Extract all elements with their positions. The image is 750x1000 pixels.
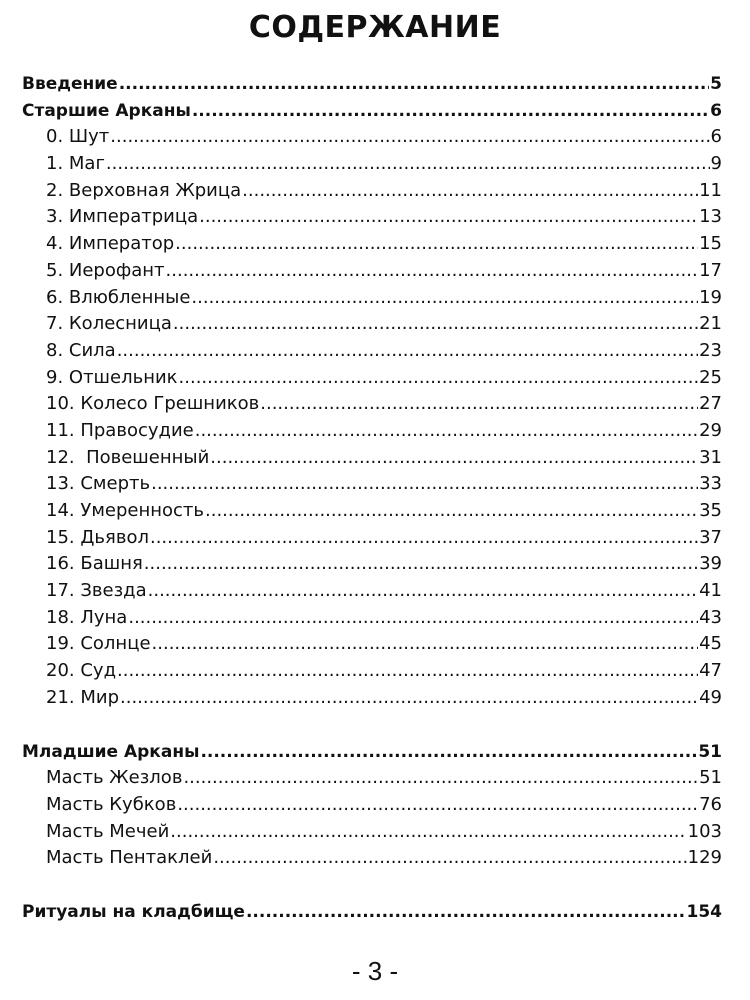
toc-entry-page: 27 xyxy=(699,393,722,415)
toc-entry-page: 25 xyxy=(699,366,722,388)
dot-leader xyxy=(175,231,698,258)
toc-entry-title: 6. Влюбленные xyxy=(46,286,191,308)
toc-entry-page: 103 xyxy=(687,820,722,842)
toc-entry-page: 37 xyxy=(699,526,722,548)
toc-entry-title: 20. Суд xyxy=(46,660,117,682)
toc-entry-page: 41 xyxy=(699,580,722,602)
dot-leader xyxy=(200,739,697,766)
toc-entry-title: Ритуалы на кладбище xyxy=(22,901,245,922)
dot-leader xyxy=(117,338,698,365)
toc-entry xyxy=(22,658,722,685)
toc-entry-title: 14. Умеренность xyxy=(46,500,205,521)
toc-entry-page: 6 xyxy=(710,126,722,148)
toc-entry xyxy=(22,391,722,418)
toc-entry-page: 17 xyxy=(699,259,722,281)
toc-entry-title: Масть Кубков xyxy=(46,793,177,815)
toc-entry-page: 51 xyxy=(698,741,722,762)
dot-leader xyxy=(242,178,698,205)
toc-entry xyxy=(22,338,722,365)
toc-entry-page: 15 xyxy=(699,233,722,255)
dot-leader xyxy=(120,685,698,712)
dot-leader xyxy=(195,418,698,445)
toc-entry-page: 13 xyxy=(699,206,722,228)
dot-leader xyxy=(246,899,686,926)
toc-entry xyxy=(22,178,722,205)
toc-entry xyxy=(22,311,722,338)
toc-entry-title: 1. Маг xyxy=(46,153,105,175)
toc-entry-page: 35 xyxy=(699,500,722,521)
toc-entry-title: 5. Иерофант xyxy=(46,259,165,281)
toc-entry-title: 21. Мир xyxy=(46,686,120,708)
toc-entry-title: Введение xyxy=(22,74,118,94)
toc-entry-title: Старшие Арканы xyxy=(22,100,191,121)
toc-entry xyxy=(22,498,722,525)
toc-entry xyxy=(22,765,722,792)
toc-entry-title: 9. Отшельник xyxy=(46,366,178,388)
toc-entry-title: 7. Колесница xyxy=(46,313,172,335)
toc-entry xyxy=(22,231,722,258)
page-title: СОДЕРЖАНИЕ xyxy=(248,10,502,45)
toc-entry-title: 16. Башня xyxy=(46,553,143,575)
toc-entry-title: 15. Дьявол xyxy=(46,526,149,548)
toc-entry-title: 19. Солнце xyxy=(46,633,151,655)
dot-leader xyxy=(117,658,698,685)
toc-entry xyxy=(22,631,722,658)
toc-entry xyxy=(22,418,722,445)
toc-entry-page: 29 xyxy=(699,419,722,441)
toc-entry xyxy=(22,285,722,312)
table-of-contents xyxy=(22,71,722,926)
dot-leader xyxy=(148,578,698,605)
toc-entry-page: 129 xyxy=(687,847,722,869)
toc-entry-title: 8. Сила xyxy=(46,339,116,361)
toc-entry-page: 11 xyxy=(699,179,722,201)
toc-entry-title: 3. Императрица xyxy=(46,206,199,228)
dot-leader xyxy=(151,471,698,498)
toc-entry-title: 11. Правосудие xyxy=(46,419,194,441)
dot-leader xyxy=(260,391,698,418)
toc-entry xyxy=(22,685,722,712)
toc-entry-title: 4. Император xyxy=(46,233,175,255)
toc-entry-page: 6 xyxy=(710,100,722,121)
dot-leader xyxy=(152,631,699,658)
dot-leader xyxy=(177,792,698,819)
toc-entry xyxy=(22,98,722,125)
dot-leader xyxy=(213,845,686,872)
toc-entry xyxy=(22,578,722,605)
dot-leader xyxy=(205,498,698,525)
toc-entry-page: 154 xyxy=(686,901,722,922)
dot-leader xyxy=(110,124,709,151)
toc-entry xyxy=(22,471,722,498)
toc-entry-page: 31 xyxy=(699,446,722,468)
dot-leader xyxy=(119,71,709,98)
toc-entry-page: 9 xyxy=(710,153,722,175)
toc-entry xyxy=(22,151,722,178)
toc-entry-page: 45 xyxy=(699,633,722,655)
toc-entry xyxy=(22,605,722,632)
toc-entry-title: 10. Колесо Грешников xyxy=(46,393,260,415)
toc-entry xyxy=(22,845,722,872)
toc-entry-page: 23 xyxy=(699,339,722,361)
toc-entry-title: 13. Смерть xyxy=(46,473,151,495)
toc-entry-title: 17. Звезда xyxy=(46,580,147,602)
toc-entry-title: Масть Пентаклей xyxy=(46,847,213,869)
dot-leader xyxy=(173,311,698,338)
toc-entry-page: 21 xyxy=(699,313,722,335)
toc-entry xyxy=(22,551,722,578)
dot-leader xyxy=(106,151,710,178)
toc-entry xyxy=(22,365,722,392)
dot-leader xyxy=(183,765,698,792)
toc-entry-page: 43 xyxy=(699,606,722,628)
dot-leader xyxy=(192,98,709,125)
toc-entry-page: 5 xyxy=(710,74,722,94)
toc-entry-title: 12. Повешенный xyxy=(46,446,210,468)
toc-entry-page: 49 xyxy=(699,686,722,708)
dot-leader xyxy=(150,525,698,552)
toc-entry-page: 19 xyxy=(699,286,722,308)
toc-entry-page: 47 xyxy=(699,660,722,682)
toc-entry-title: 0. Шут xyxy=(46,126,110,148)
toc-entry-page: 33 xyxy=(699,473,722,495)
toc-entry-title: 18. Луна xyxy=(46,606,128,628)
toc-entry xyxy=(22,899,722,926)
toc-entry-page: 76 xyxy=(699,793,722,815)
dot-leader xyxy=(128,605,698,632)
toc-entry xyxy=(22,792,722,819)
page-number: - 3 - xyxy=(351,956,399,986)
toc-entry-title: Младшие Арканы xyxy=(22,741,200,762)
dot-leader xyxy=(170,819,686,846)
dot-leader xyxy=(199,204,698,231)
dot-leader xyxy=(191,285,698,312)
dot-leader xyxy=(179,365,699,392)
toc-entry-page: 51 xyxy=(699,767,722,789)
toc-entry xyxy=(22,739,722,766)
toc-entry xyxy=(22,819,722,846)
dot-leader xyxy=(166,258,699,285)
toc-entry xyxy=(22,258,722,285)
dot-leader xyxy=(144,551,698,578)
toc-entry xyxy=(22,124,722,151)
toc-entry xyxy=(22,71,722,98)
toc-entry xyxy=(22,525,722,552)
toc-entry-title: Масть Мечей xyxy=(46,820,170,842)
toc-entry-title: 2. Верховная Жрица xyxy=(46,179,242,201)
toc-entry xyxy=(22,445,722,472)
toc-entry-title: Масть Жезлов xyxy=(46,767,183,789)
toc-entry xyxy=(22,204,722,231)
dot-leader xyxy=(210,445,698,472)
toc-entry-page: 39 xyxy=(699,553,722,575)
